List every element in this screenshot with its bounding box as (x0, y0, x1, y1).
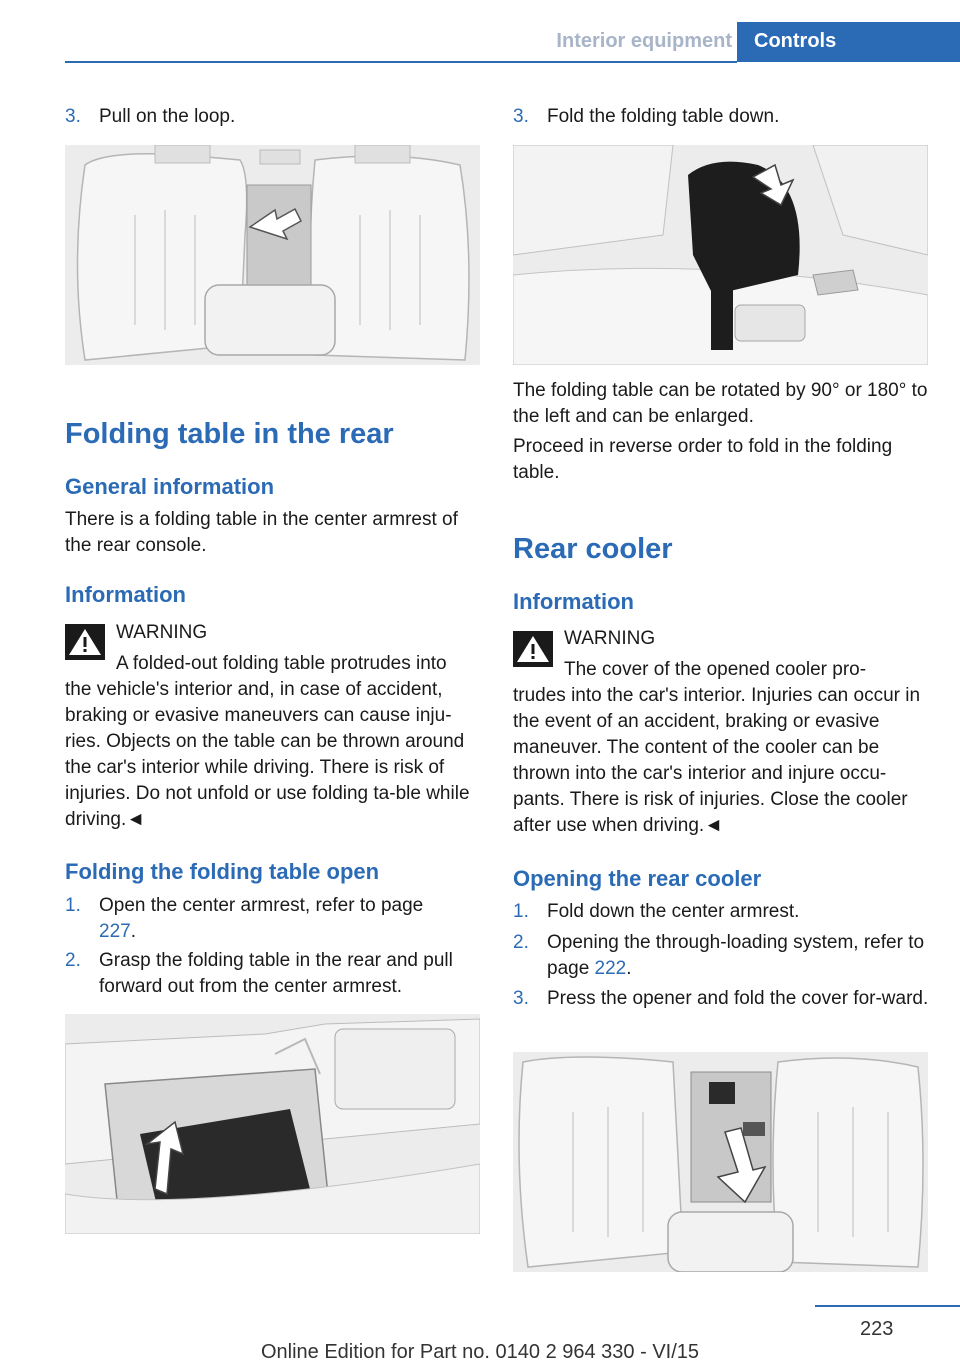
step-text (547, 930, 932, 982)
subheading-folding-open: Folding the folding table open (65, 859, 380, 884)
warning-text-first-line: The cover of the opened cooler pro- (564, 659, 867, 680)
illustration-armrest-folding-table (65, 1014, 480, 1234)
warning-text: the vehicle's interior and, in case of accident, braking or evasive maneuvers can cause inju-ries. Objects on the table can be thrown around the car's interior while driving. There is risk of injuries. Do not unfold or use folding ta-ble while driving.◄ (65, 679, 470, 830)
warning-text: trudes into the car's interior. Injuries can occur in the event of an accident, braking or evasive maneuver. The content of the cooler can be thrown into the car's interior and injure occu-pants. There is risk of injuries. Close the cooler after use when driving.◄ (513, 685, 921, 836)
step-text-body: Opening the through-loading system, refer to page (547, 932, 925, 979)
illustration-rear-seats-loop (65, 145, 480, 365)
warning-label: WARNING (564, 628, 656, 649)
reverse-order-text: Proceed in reverse order to fold in the folding table. (513, 436, 893, 483)
heading-rear-cooler: Rear cooler (513, 533, 673, 565)
rotation-text: The folding table can be rotated by 90° or 180° to the left and can be enlarged. (513, 380, 928, 427)
step-suffix: . (130, 921, 136, 942)
step-suffix: . (626, 958, 632, 979)
step-number: 3. (513, 106, 529, 127)
warning-label: WARNING (116, 622, 208, 643)
warning-text-first-line: A folded-out folding table protrudes into (116, 653, 447, 674)
subheading-information: Information (513, 589, 634, 614)
subheading-general-information: General information (65, 474, 275, 499)
step-number: 3. (513, 988, 529, 1009)
edition-footer: Online Edition for Part no. 0140 2 964 330 - VI/15 (260, 1341, 700, 1362)
header-rule (65, 61, 737, 63)
heading-folding-table: Folding table in the rear (65, 418, 394, 450)
page-number: 223 (860, 1318, 894, 1340)
section-title: Interior equipment (556, 30, 732, 52)
illustration-rear-cooler (513, 1052, 928, 1272)
step-text: Pull on the loop. (99, 106, 236, 127)
page-link[interactable]: 222 (594, 958, 627, 979)
step-number: 3. (65, 106, 81, 127)
subheading-opening-rear-cooler: Opening the rear cooler (513, 866, 762, 891)
page-link[interactable]: 227 (99, 921, 131, 942)
step-number: 2. (513, 932, 529, 953)
step-text: Fold the folding table down. (547, 106, 780, 127)
step-number: 1. (513, 901, 529, 922)
illustration-folding-table-down (513, 145, 928, 365)
warning-triangle-icon (65, 624, 105, 660)
step-text: Press the opener and fold the cover for-ward. (547, 988, 929, 1009)
step-text-body: Open the center armrest, refer to page (99, 895, 424, 916)
footer-rule (815, 1305, 960, 1307)
step-text: Grasp the folding table in the rear and pull forward out from the center armrest. (99, 950, 453, 997)
warning-triangle-icon (513, 631, 553, 667)
step-number: 1. (65, 895, 81, 916)
step-text (99, 893, 429, 945)
subheading-information: Information (65, 582, 186, 607)
step-number: 2. (65, 950, 81, 971)
general-information-text: There is a folding table in the center armrest of the rear console. (65, 509, 458, 556)
step-text: Fold down the center armrest. (547, 901, 800, 922)
chapter-tab: Controls (737, 22, 960, 62)
